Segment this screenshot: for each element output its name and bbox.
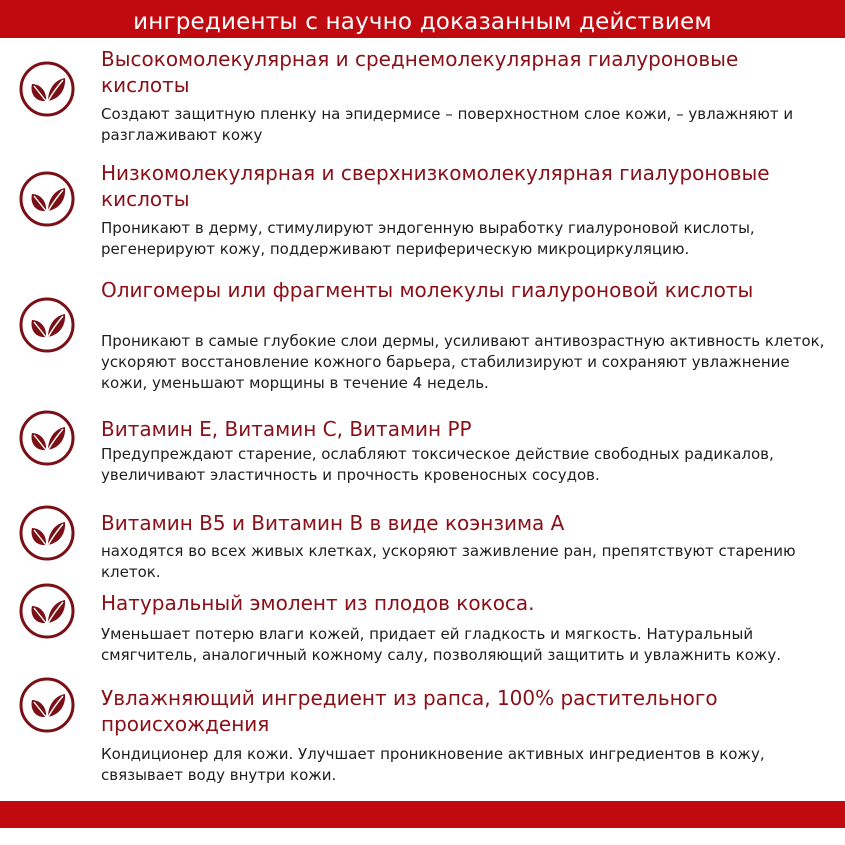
ingredient-description: Проникают в дерму, стимулируют эндогенную выработку гиалуроновой кислоты, регенерируют кожу, поддерживают периферическую микроциркуляцию. [101, 219, 755, 258]
leaves-icon [18, 409, 76, 467]
ingredient-title: Витамин В5 и Витамин В в виде коэнзима А [101, 511, 565, 535]
ingredient-title: Высокомолекулярная и среднемолекулярная гиалуроновые кислоты [101, 47, 739, 97]
ingredient-title: Низкомолекулярная и сверхнизкомолекулярная гиалуроновые кислоты [101, 161, 770, 211]
ingredient-description: Проникают в самые глубокие слои дермы, усиливают антивозрастную активность клеток, ускоряют восстановление кожного барьера, стабилизируют и сохраняют увлажнение кожи, уменьшают морщины в течение 4 недель. [101, 332, 825, 392]
footer-band [0, 801, 845, 828]
ingredient-description: Кондиционер для кожи. Улучшает проникновение активных ингредиентов в кожу, связывает воду внутри кожи. [101, 745, 765, 784]
leaves-icon [18, 582, 76, 640]
leaves-icon [18, 60, 76, 118]
ingredient-description: Создают защитную пленку на эпидермисе – поверхностном слое кожи, – увлажняют и разглаживают кожу [101, 105, 794, 144]
ingredient-title: Олигомеры или фрагменты молекулы гиалуроновой кислоты [101, 278, 754, 302]
ingredient-description: Предупреждают старение, ослабляют токсическое действие свободных радикалов, увеличивают эластичность и прочность кровеносных сосудов. [101, 445, 774, 484]
ingredient-description: находятся во всех живых клетках, ускоряют заживление ран, препятствуют старению клеток. [101, 542, 796, 581]
leaves-icon [18, 676, 76, 734]
ingredient-description: Уменьшает потерю влаги кожей, придает ей гладкость и мягкость. Натуральный смягчитель, аналогичный кожному салу, позволяющий защитить и увлажнить кожу. [101, 625, 782, 664]
leaves-icon [18, 504, 76, 562]
ingredient-title: Натуральный эмолент из плодов кокоса. [101, 591, 535, 615]
ingredient-title: Увлажняющий ингредиент из рапса, 100% растительного происхождения [101, 686, 718, 736]
leaves-icon [18, 170, 76, 228]
page-title: ингредиенты с научно доказанным действием [133, 9, 712, 35]
leaves-icon [18, 296, 76, 354]
ingredient-title: Витамин Е, Витамин С, Витамин РР [101, 417, 472, 441]
